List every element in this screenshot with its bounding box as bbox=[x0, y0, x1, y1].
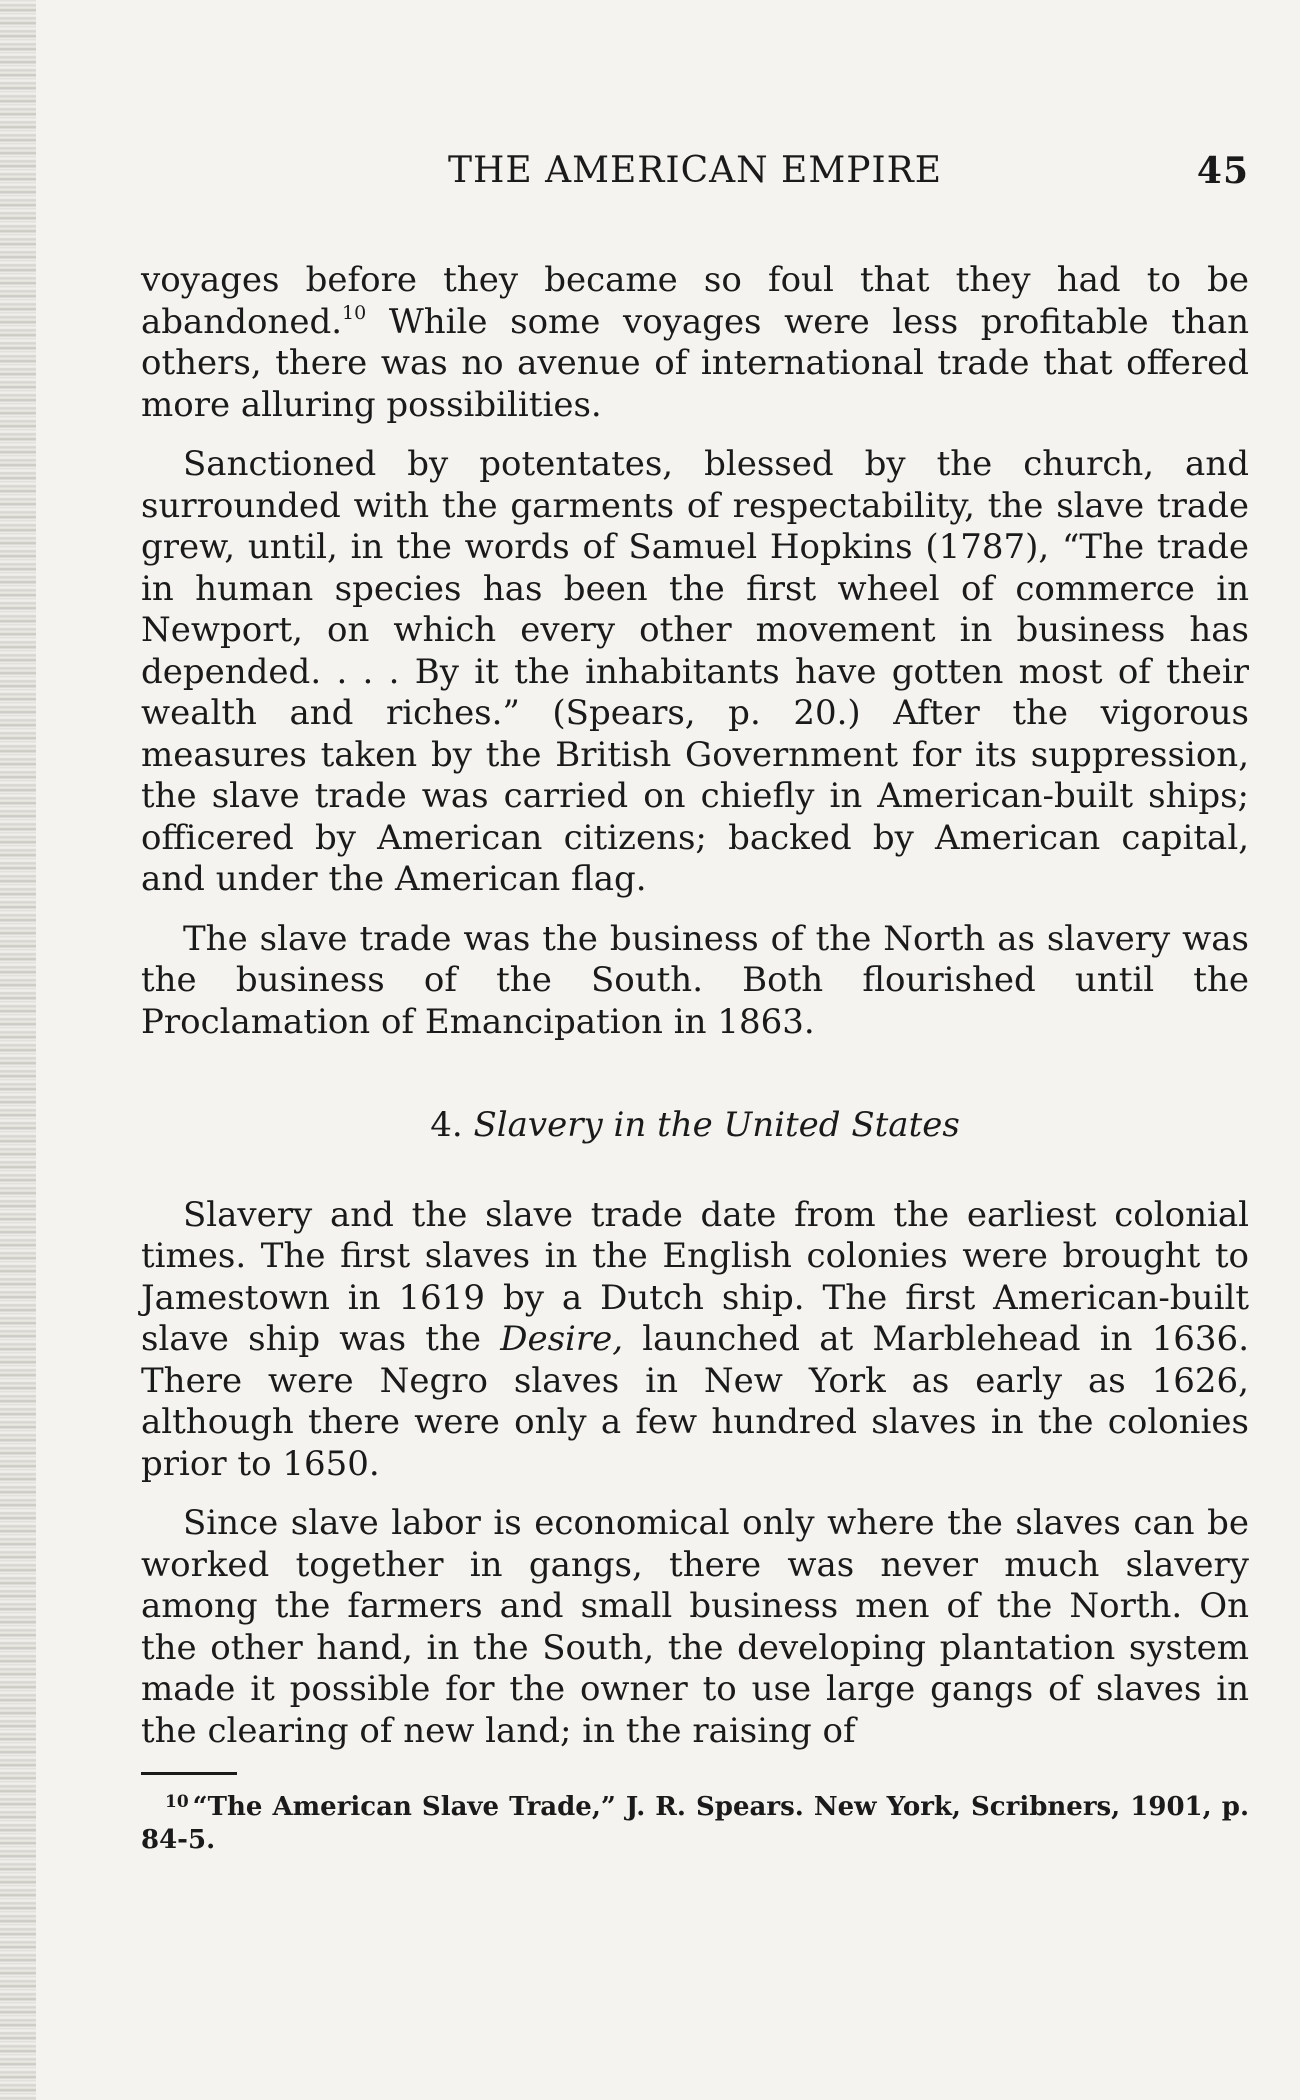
paragraph-text: launched at Marblehead in 1636. There were Negro slaves in New York as early as 1626, although there were only a few hundred slaves in the colonies prior to 1650. bbox=[141, 1319, 1249, 1484]
footnote bbox=[141, 1791, 1249, 1857]
footnote-text: “The American Slave Trade,” J. R. Spears. New York, Scribners, 1901, p. 84-5. bbox=[141, 1792, 1249, 1855]
footnote-rule bbox=[141, 1772, 237, 1775]
footnote-marker: 10 bbox=[165, 1792, 189, 1812]
section-number: 4. bbox=[430, 1105, 463, 1145]
section-title: Slavery in the United States bbox=[473, 1105, 960, 1145]
paragraph-text: While some voyages were less profitable than others, there was no avenue of international trade that offered more alluring possibilities. bbox=[141, 301, 1249, 425]
footnote-reference: 10 bbox=[342, 301, 367, 324]
paragraph bbox=[141, 1195, 1249, 1486]
page-number: 45 bbox=[1196, 150, 1249, 192]
paragraph-text: Slavery and the slave trade date from the earliest colonial times. The first slaves in the English colonies were brought to Jamestown in 1619 by a Dutch ship. The first American-built slave ship was the bbox=[141, 1194, 1249, 1359]
paragraph-continued bbox=[141, 260, 1249, 426]
paragraph: Sanctioned by potentates, blessed by the church, and surrounded with the garments of respectability, the slave trade grew, until, in the words of Samuel Hopkins (1787), “The trade in human species has been the first wheel of commerce in Newport, on which every other movement in business has depended. . . . By it the inhabitants have gotten most of their wealth and riches.” (Spears, p. 20.) After the vigorous measures taken by the British Government for its suppression, the slave trade was carried on chiefly in American-built ships; officered by American citizens; backed by American capital, and under the American flag. bbox=[141, 444, 1249, 899]
paragraph: Since slave labor is economical only where the slaves can be worked together in gangs, there was never much slavery among the farmers and small business men of the North. On the other hand, in the South, the developing plantation system made it possible for the owner to use large gangs of slaves in the clearing of new land; in the raising of bbox=[141, 1503, 1249, 1751]
body-text bbox=[141, 260, 1249, 1752]
paragraph: The slave trade was the business of the North as slavery was the business of the South. Both flourished until the Proclamation of Emancipation in 1863. bbox=[141, 918, 1249, 1042]
page-binding-edge bbox=[0, 0, 36, 2100]
book-page bbox=[141, 150, 1249, 1857]
ship-name: Desire, bbox=[500, 1319, 624, 1359]
section-heading bbox=[141, 1105, 1249, 1147]
running-title: THE AMERICAN EMPIRE bbox=[447, 150, 943, 191]
paragraph-text: voyages before they became so foul that they had to be abandoned. bbox=[141, 260, 1249, 342]
running-head bbox=[141, 150, 1249, 210]
